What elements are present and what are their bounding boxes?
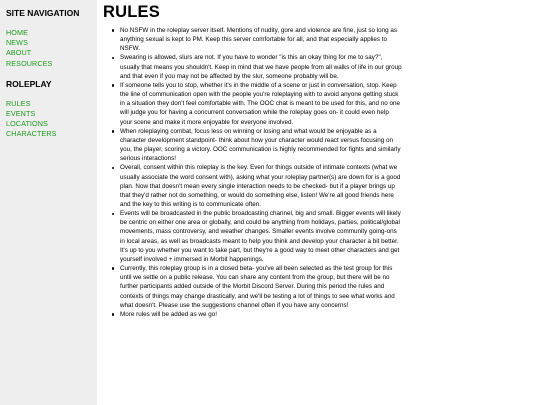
nav-link-characters[interactable]: CHARACTERS bbox=[6, 129, 57, 139]
nav-link-events[interactable]: EVENTS bbox=[6, 109, 36, 119]
sidebar bbox=[0, 0, 97, 405]
nav-link-resources[interactable]: RESOURCES bbox=[6, 58, 53, 68]
nav-link-locations[interactable]: LOCATIONS bbox=[6, 119, 48, 129]
rule-item: No NSFW in the roleplay server itself. Mentions of nudity, gore and violence are fine, just so long as anything sexual is kept to PM. Keep this server comfortable for all, and that especially applies to NSFW. bbox=[120, 26, 402, 53]
site-navigation-list bbox=[6, 28, 97, 69]
nav-link-about[interactable]: ABOUT bbox=[6, 48, 32, 58]
nav-item-news bbox=[6, 38, 97, 48]
nav-item-resources bbox=[6, 59, 97, 69]
rule-item: Swearing is allowed, slurs are not. If you have to wonder "is this an okay thing for me to say?", usually that means you shouldn't. Keep in mind that we have people from all walks of life in our group and that even if you may not be affected by the slur, someone probably will be. bbox=[120, 54, 402, 80]
nav-item-events bbox=[6, 109, 97, 119]
nav-link-home[interactable]: HOME bbox=[6, 28, 28, 37]
nav-item-about bbox=[6, 48, 97, 58]
rule-item: If someone tells you to stop, whether it's in the middle of a scene or just in conversation, stop. Keep the line of communication open with the people you're roleplaying with to avoid anyone getting stuck in a situation they don't feel comfortable with. The OOC chat is meant to be used for this, and no one will judge you for having a concurrent conversation while the roleplay goes on- it could even help your scene and make it more enjoyable for everyone involved. bbox=[120, 81, 401, 126]
nav-item-locations bbox=[6, 119, 97, 129]
nav-item-characters bbox=[6, 129, 97, 139]
roleplay-heading: ROLEPLAY bbox=[6, 78, 52, 89]
main-content bbox=[103, 0, 535, 405]
rule-item: Overall, consent within this roleplay is the key. Even for things outside of intimate contexts (what we usually associate the word consent with), asking what your roleplay partner(s) are down for is a good plan. Now that doesn't mean every single interaction needs to be checked- but if a player brings up that they'd rather not do something, or would do something else, listen! We're all good friends here and the key to this writing is to communicate often. bbox=[120, 164, 401, 208]
site-navigation-heading: SITE NAVIGATION bbox=[6, 8, 80, 18]
rule-item: Currently, this roleplay group is in a closed beta- you've all been selected as the test group for this until we settle on a public release. You can share any content from the group, but there will be no further participants added outside of the Morbit Discord Server. During this period the rules and contexts of things may change drastically, and we'll be testing a lot of things to see what works and what doesn't. Please use the suggestions channel often if you have any concerns! bbox=[120, 264, 402, 310]
nav-link-rules[interactable]: RULES bbox=[6, 98, 31, 108]
roleplay-navigation-list bbox=[6, 99, 97, 140]
nav-item-rules bbox=[6, 99, 97, 109]
nav-link-news[interactable]: NEWS bbox=[6, 38, 28, 48]
page-title: RULES bbox=[103, 3, 160, 21]
rules-list bbox=[103, 26, 402, 319]
rule-item: When roleplaying combat, focus less on winning or losing and what would be enjoyable as a character development standpoint- think about how your character would react versus focusing on you, the player, scoring a victory. OOC communication is highly recommended for fights and similarly serious interactions! bbox=[120, 127, 401, 163]
nav-item-home bbox=[6, 28, 97, 38]
rule-item: More rules will be added as we go! bbox=[120, 310, 402, 319]
rule-item: Events will be broadcasted in the public broadcasting channel, big and small. Bigger events will likely be centric on either one area or globally, and could be anything from holidays, parties, political/global movements, mass controversy, and weather changes. Smaller events involve community going-ons in local areas, as well as broadcasts meant to help you think and develop your character a bit better. It's up to you whether you want to take part, but they're a good way to meet other characters and get yourself involved + immersed in Morbit happenings. bbox=[120, 210, 401, 263]
